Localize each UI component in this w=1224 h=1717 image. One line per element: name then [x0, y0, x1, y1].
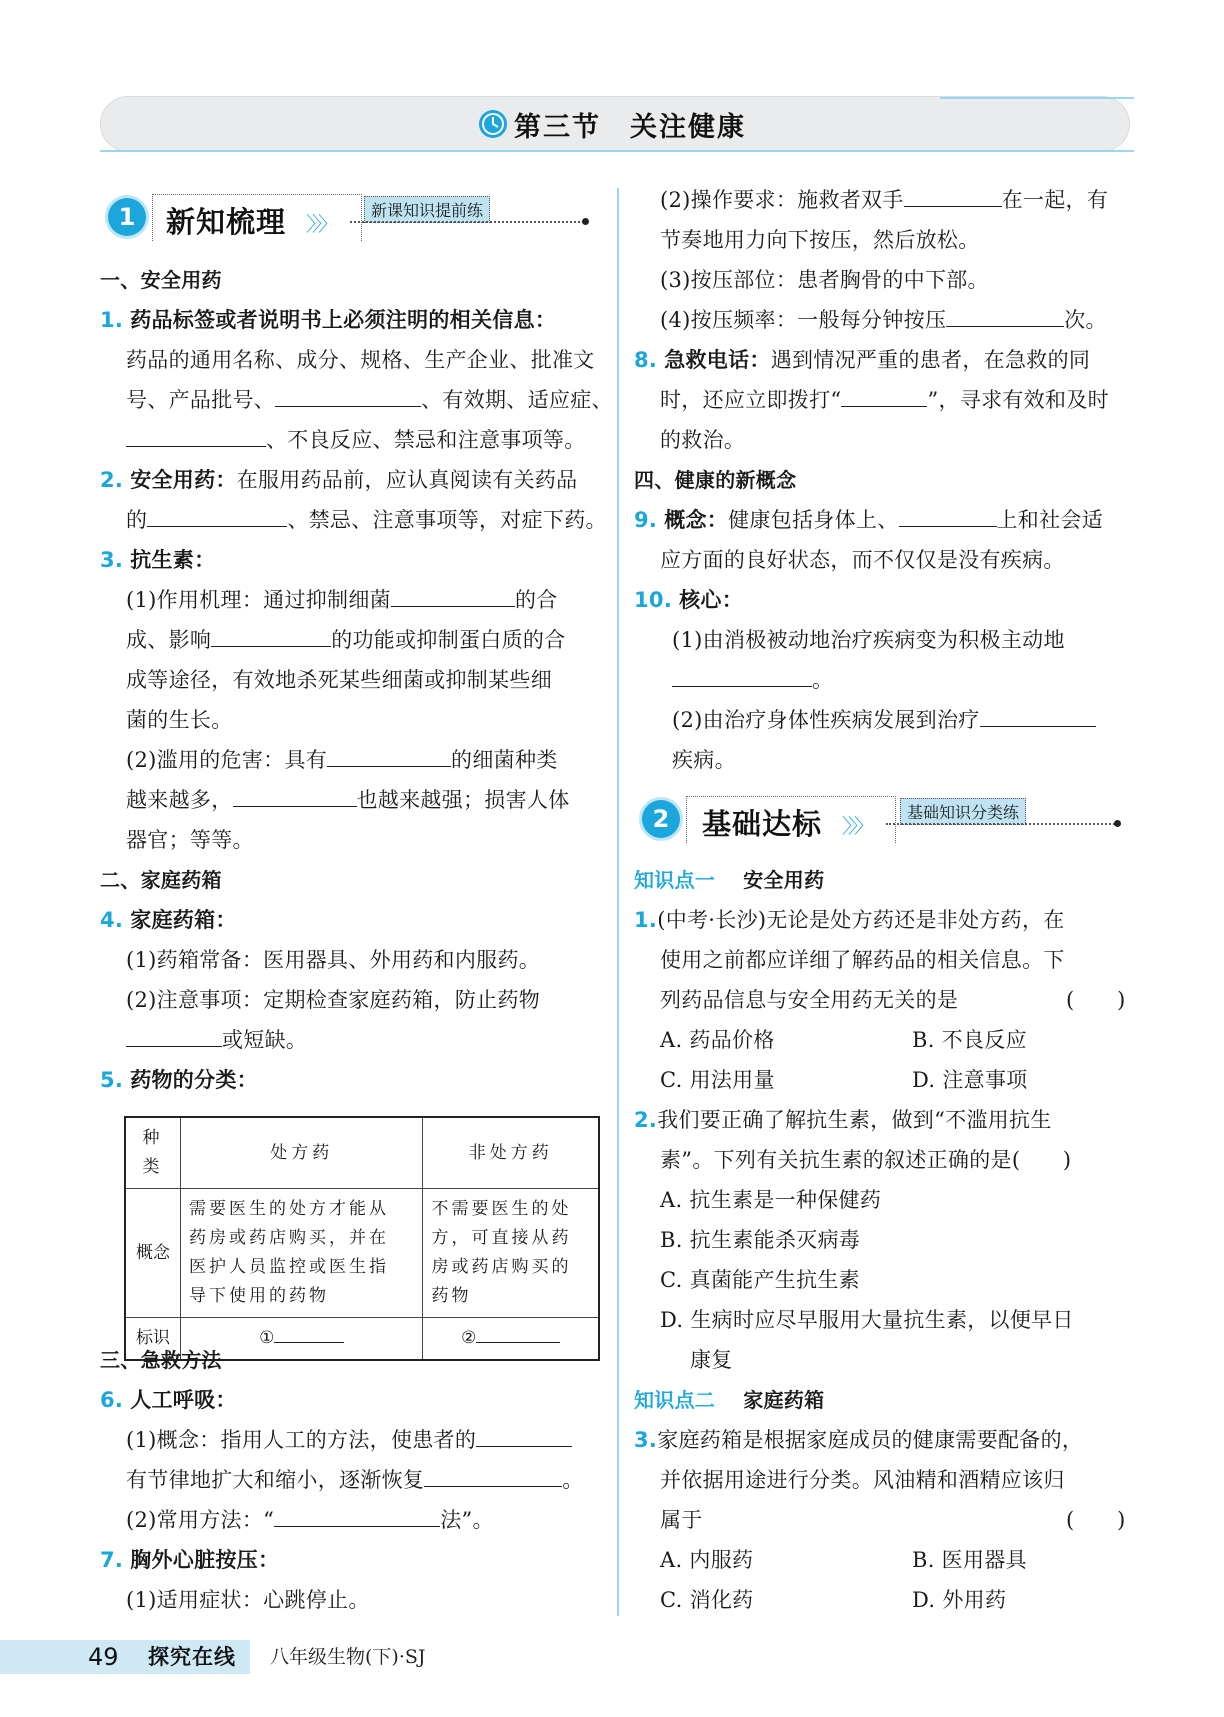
table-cell-line: 导下使用的药物: [189, 1286, 329, 1306]
q3-text: (2)滥用的危害：具有: [126, 748, 328, 772]
table-cell-line: 医护人员监控或医生指: [189, 1257, 389, 1277]
q8-line3: 的救治。: [660, 428, 746, 452]
kp1-label: 知识点一: [634, 868, 716, 892]
q6-text: 有节律地扩大和缩小，逐渐恢复: [126, 1468, 425, 1492]
e3-number: 3.: [634, 1428, 658, 1452]
q10-line3: [672, 666, 833, 694]
q1-line2: 药品的通用名称、成分、规格、生产企业、批准文: [126, 348, 595, 372]
e3-option-d[interactable]: D. 外用药: [912, 1588, 1007, 1612]
e3-line1: [634, 1426, 1083, 1454]
q3-text: 越来越多，: [126, 788, 233, 812]
section1-title: 新知梳理: [166, 205, 287, 239]
q10-text: 。: [812, 668, 834, 692]
e3-answer-paren[interactable]: ( ): [1066, 1508, 1126, 1532]
q3-blank1[interactable]: [391, 586, 515, 607]
q7-text: (2)操作要求：施救者双手: [660, 188, 904, 212]
q6-text: (1)概念：指用人工的方法，使患者的: [126, 1428, 477, 1452]
q3-keyword: 抗生素：: [130, 548, 216, 572]
table-cell-line: 方，可直接从药: [431, 1228, 572, 1248]
q1-blank1[interactable]: [275, 386, 421, 407]
q10-blank2[interactable]: [980, 706, 1096, 727]
q3-line3: [126, 626, 566, 654]
q6-text: 。: [562, 1468, 584, 1492]
q8-blank[interactable]: [841, 386, 927, 407]
q4-line1: [100, 906, 237, 934]
q7-number: 7.: [100, 1548, 124, 1572]
q9-text: 健康包括身体上、: [728, 508, 899, 532]
q7-text: 次。: [1064, 308, 1107, 332]
table-cell-line: 需要医生的处方才能从: [189, 1199, 389, 1219]
heading-first-aid: 三、急救方法: [100, 1348, 222, 1372]
page-number: 49: [88, 1643, 119, 1671]
q5-number: 5.: [100, 1068, 124, 1092]
q8-text: 时，还应立即拨打“: [660, 388, 842, 412]
e1-option-b[interactable]: B. 不良反应: [912, 1028, 1027, 1052]
q6-line2: [126, 1426, 572, 1454]
table-cell-line: 不需要医生的处: [431, 1199, 572, 1219]
e3-line2: 并依据用途进行分类。风油精和酒精应该归: [660, 1468, 1065, 1492]
q7-keyword: 胸外心脏按压：: [130, 1548, 280, 1572]
e1-line2: 使用之前都应详细了解药品的相关信息。下: [660, 948, 1065, 972]
section1-arrows-icon: 〉〉〉: [306, 212, 334, 236]
q1-keyword: 药品标签或者说明书上必须注明的相关信息：: [130, 308, 557, 332]
q8-keyword: 急救电话：: [664, 348, 771, 372]
section2-arrows-icon: 〉〉〉: [842, 814, 870, 838]
table-header: 种类: [125, 1117, 181, 1189]
kp2-name: 家庭药箱: [743, 1388, 825, 1412]
q8-number: 8.: [634, 348, 658, 372]
e2-text: 素”。下列有关抗生素的叙述正确的是: [660, 1148, 1012, 1172]
q7-line3: [660, 186, 1108, 214]
e3-option-c[interactable]: C. 消化药: [660, 1588, 754, 1612]
footer-book-title: 八年级生物(下)·SJ: [270, 1646, 426, 1668]
table-header: 处方药: [181, 1117, 423, 1189]
q2-line2: [126, 506, 607, 534]
e2-line2: [660, 1146, 1071, 1174]
e2-number: 2.: [634, 1108, 658, 1132]
q8-text: 遇到情况严重的患者，在急救的同: [770, 348, 1091, 372]
q6-keyword: 人工呼吸：: [130, 1388, 237, 1412]
q3-number: 3.: [100, 548, 124, 572]
q2-blank[interactable]: [147, 506, 287, 527]
section2-tag: 基础知识分类练: [900, 798, 1026, 825]
q3-text: 也越来越强；损害人体: [356, 788, 570, 812]
q10-line2: (1)由消极被动地治疗疾病变为积极主动地: [672, 628, 1065, 652]
column-divider: [617, 188, 619, 1616]
q2-text: 的: [126, 508, 148, 532]
e2-option-c[interactable]: C. 真菌能产生抗生素: [660, 1268, 860, 1292]
heading-health-concept: 四、健康的新概念: [634, 468, 797, 492]
q3-line7: [126, 786, 570, 814]
q4-number: 4.: [100, 908, 124, 932]
q4-keyword: 家庭药箱：: [130, 908, 237, 932]
e2-option-d-cont: 康复: [690, 1348, 733, 1372]
section2-dot-end: [1114, 820, 1121, 827]
q4-text: 或短缺。: [222, 1028, 308, 1052]
e2-answer-paren[interactable]: ( ): [1011, 1148, 1072, 1172]
q2-line1: [100, 466, 578, 494]
q8-line2: [660, 386, 1109, 414]
q9-line2: 应方面的良好状态，而不仅仅是没有疾病。: [660, 548, 1065, 572]
e1-option-d[interactable]: D. 注意事项: [912, 1068, 1028, 1092]
q9-blank[interactable]: [899, 506, 997, 527]
table-header-row: [125, 1117, 599, 1189]
q6-line4: [126, 1506, 494, 1534]
q3-line5: 菌的生长。: [126, 708, 233, 732]
q6-line1: [100, 1386, 237, 1414]
section2-number: 2: [642, 800, 680, 838]
e3-line3: 属于: [660, 1508, 703, 1532]
section1-tag: 新课知识提前练: [364, 196, 490, 223]
q8-text: ”，寻求有效和及时: [927, 388, 1109, 412]
section1-dotted-line: [350, 221, 584, 223]
q10-blank1[interactable]: [672, 666, 812, 687]
q7-blank1[interactable]: [904, 186, 1002, 207]
q4-line4: [126, 1026, 307, 1054]
q6-line3: [126, 1466, 584, 1494]
e1-line1: [634, 906, 1065, 934]
q10-number: 10.: [634, 588, 673, 612]
e1-text: (中考·长沙)无论是处方药还是非处方药，在: [657, 908, 1065, 932]
e1-option-a[interactable]: A. 药品价格: [660, 1028, 775, 1052]
kp1-name: 安全用药: [743, 868, 825, 892]
table-cell-line: 药房或药店购买，并在: [189, 1228, 389, 1248]
table-header: 非处方药: [423, 1117, 599, 1189]
clock-icon: [478, 109, 508, 139]
e2-option-d[interactable]: D. 生病时应尽早服用大量抗生素，以便早日: [660, 1308, 1074, 1332]
q3-line8: 器官；等等。: [126, 828, 254, 852]
q6-number: 6.: [100, 1388, 124, 1412]
table-cell-otc-mark: [423, 1318, 599, 1361]
q6-blank1[interactable]: [476, 1426, 572, 1447]
table-blank2[interactable]: [476, 1324, 560, 1343]
section2-title: 基础达标: [702, 807, 823, 841]
q2-number: 2.: [100, 468, 124, 492]
section1-number: 1: [108, 198, 146, 236]
e2-text: 我们要正确了解抗生素，做到“不滥用抗生: [657, 1108, 1052, 1132]
table-row-label: 概念: [125, 1189, 181, 1318]
mark-number: ①: [259, 1328, 275, 1348]
q2-text: 在服用药品前，应认真阅读有关药品: [236, 468, 578, 492]
q7-line4: 节奏地用力向下按压，然后放松。: [660, 228, 980, 252]
q1-text: 、不良反应、禁忌和注意事项等。: [266, 428, 586, 452]
q6-blank3[interactable]: [274, 1506, 440, 1527]
drug-classification-table: [124, 1116, 600, 1361]
q10-line5: 疾病。: [672, 748, 736, 772]
q3-text: 的合: [514, 588, 558, 612]
e1-number: 1.: [634, 908, 658, 932]
q7-line5: (3)按压部位：患者胸骨的中下部。: [660, 268, 989, 292]
q5-keyword: 药物的分类：: [130, 1068, 258, 1092]
q1-line1: [100, 306, 556, 334]
table-row-label: 标识: [125, 1318, 181, 1361]
q6-text: (2)常用方法：“: [126, 1508, 275, 1532]
q7-text: 在一起，有: [1001, 188, 1109, 212]
table-row: [125, 1189, 599, 1318]
q4-line2: (1)药箱常备：医用器具、外用药和内服药。: [126, 948, 541, 972]
q3-blank2[interactable]: [211, 626, 331, 647]
q5-line1: [100, 1066, 258, 1094]
e2-option-b[interactable]: B. 抗生素能杀灭病毒: [660, 1228, 861, 1252]
heading-home-medicine-box: 二、家庭药箱: [100, 868, 222, 892]
q6-blank2[interactable]: [424, 1466, 562, 1487]
q4-line3: (2)注意事项：定期检查家庭药箱，防止药物: [126, 988, 541, 1012]
knowledge-point-1: [634, 866, 824, 894]
q1-blank2[interactable]: [126, 426, 266, 447]
q3-text: 成、影响: [126, 628, 212, 652]
q8-line1: [634, 346, 1090, 374]
q2-keyword: 安全用药：: [130, 468, 237, 492]
q7-line2: (1)适用症状：心跳停止。: [126, 1588, 370, 1612]
table-cell-line: 药物: [431, 1286, 472, 1306]
heading-safe-medication: 一、安全用药: [100, 268, 222, 292]
e1-answer-paren[interactable]: ( ): [1066, 988, 1126, 1012]
q3-line1: [100, 546, 215, 574]
table-blank1[interactable]: [274, 1324, 344, 1343]
e2-line1: [634, 1106, 1052, 1134]
q9-text: 上和社会适: [996, 508, 1103, 532]
e2-option-a[interactable]: A. 抗生素是一种保健药: [660, 1188, 882, 1212]
q10-keyword: 核心：: [679, 588, 743, 612]
table-cell-line: 房或药店购买的: [431, 1257, 572, 1277]
table-cell-otc-concept: [423, 1189, 599, 1318]
mark-number: ②: [461, 1328, 477, 1348]
title-wrap: [0, 96, 1224, 152]
q3-blank4[interactable]: [233, 786, 357, 807]
q9-number: 9.: [634, 508, 658, 532]
kp2-label: 知识点二: [634, 1388, 716, 1412]
q4-blank[interactable]: [126, 1026, 222, 1047]
q7-line1: [100, 1546, 279, 1574]
q1-text: 号、产品批号、: [126, 388, 276, 412]
q3-blank3[interactable]: [327, 746, 451, 767]
q6-text: 法”。: [440, 1508, 494, 1532]
q7-line6: [660, 306, 1107, 334]
q3-text: (1)作用机理：通过抑制细菌: [126, 588, 391, 612]
q7-text: (4)按压频率：一般每分钟按压: [660, 308, 947, 332]
q9-line1: [634, 506, 1103, 534]
q3-text: 的细菌种类: [451, 748, 558, 772]
e3-option-a[interactable]: A. 内服药: [660, 1548, 754, 1572]
q1-number: 1.: [100, 308, 124, 332]
footer-brand: 探究在线: [148, 1645, 236, 1669]
section1-dot-end: [582, 218, 589, 225]
page-title: 第三节 关注健康: [514, 111, 746, 143]
q7-blank2[interactable]: [946, 306, 1064, 327]
q1-text: 、有效期、适应症、: [421, 388, 613, 412]
q3-line2: [126, 586, 558, 614]
knowledge-point-2: [634, 1386, 824, 1414]
e3-text: 家庭药箱是根据家庭成员的健康需要配备的，: [657, 1428, 1084, 1452]
q3-line6: [126, 746, 558, 774]
q1-line3: [126, 386, 613, 414]
e3-option-b[interactable]: B. 医用器具: [912, 1548, 1027, 1572]
q10-line1: [634, 586, 743, 614]
table-cell-rx-concept: [181, 1189, 423, 1318]
q3-line4: 成等途径，有效地杀死某些细菌或抑制某些细: [126, 668, 552, 692]
q10-line4: [672, 706, 1096, 734]
q9-keyword: 概念：: [664, 508, 729, 532]
q3-text: 的功能或抑制蛋白质的合: [331, 628, 566, 652]
q10-text: (2)由治疗身体性疾病发展到治疗: [672, 708, 980, 732]
e1-option-c[interactable]: C. 用法用量: [660, 1068, 775, 1092]
q2-text: 、禁忌、注意事项等，对症下药。: [287, 508, 607, 532]
q1-line4: [126, 426, 586, 454]
section2-dotted-line: [886, 823, 1118, 825]
e1-line3: 列药品信息与安全用药无关的是: [660, 988, 959, 1012]
